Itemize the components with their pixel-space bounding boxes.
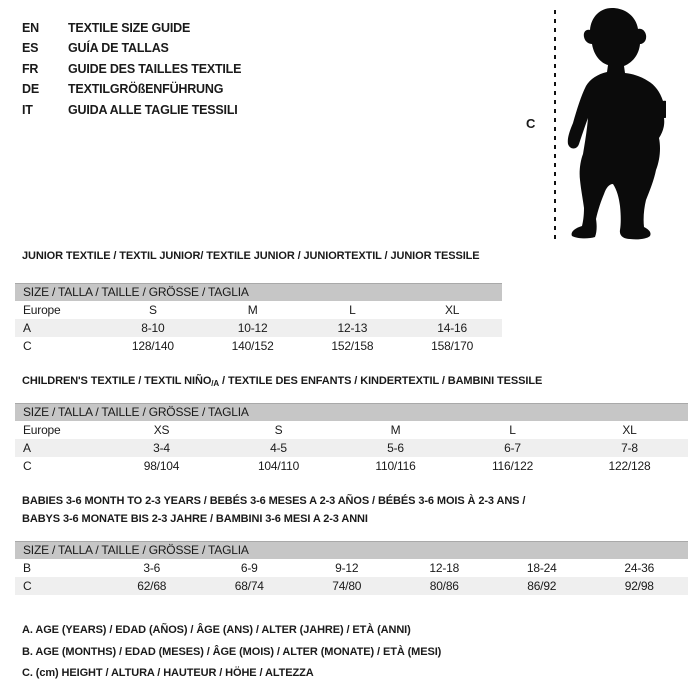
row-label: Europe	[23, 303, 61, 317]
size-cell: 110/116	[375, 459, 416, 473]
language-title-list	[22, 18, 241, 120]
legend-notes	[22, 620, 441, 685]
language-code: IT	[22, 102, 33, 117]
size-cell: 9-12	[335, 561, 359, 575]
language-title: TEXTILGRÖßENFÜHRUNG	[68, 82, 224, 97]
language-row-es	[22, 38, 241, 58]
size-cell: 6-9	[240, 561, 258, 575]
row-label: C	[23, 459, 32, 473]
row-label: A	[23, 441, 31, 455]
size-cell: 152/158	[331, 339, 374, 353]
size-header-bar: SIZE / TALLA / TAILLE / GRÖSSE / TAGLIA	[15, 403, 688, 421]
children-title-rest: / TEXTILE DES ENFANTS / KINDERTEXTIL / BAMBINI TESSILE	[219, 375, 543, 387]
language-code: ES	[22, 41, 39, 56]
table-row	[15, 577, 688, 595]
size-cell: 128/140	[131, 339, 174, 353]
size-cell: 3-4	[153, 441, 170, 455]
size-cell: 18-24	[526, 561, 557, 575]
note-age-years: A. AGE (YEARS) / EDAD (AÑOS) / ÂGE (ANS) / ALTER (JAHRE) / ETÀ (ANNI)	[22, 624, 411, 636]
language-title: GUIDE DES TAILLES TEXTILE	[68, 61, 242, 76]
language-row-fr	[22, 59, 241, 79]
babies-table-title	[22, 492, 525, 528]
table-row	[15, 301, 502, 319]
size-cell: 104/110	[257, 459, 300, 473]
row-label: B	[23, 561, 31, 575]
language-row-en	[22, 18, 241, 38]
size-cell: 140/152	[231, 339, 274, 353]
size-cell: 74/80	[332, 579, 362, 593]
size-cell: 158/170	[431, 339, 474, 353]
toddler-silhouette-icon	[562, 8, 666, 242]
size-cell: 6-7	[504, 441, 521, 455]
row-label: A	[23, 321, 31, 335]
note-age-months: B. AGE (MONTHS) / EDAD (MESES) / ÂGE (MOIS) / ALTER (MONATE) / ETÀ (MESI)	[22, 645, 442, 658]
table-row	[15, 439, 688, 457]
babies-title-line1: BABIES 3-6 MONTH TO 2-3 YEARS / BEBÉS 3-6 MESES A 2-3 AÑOS / BÉBÉS 3-6 MOIS À 2-3 ANS /	[22, 495, 526, 507]
table-row	[15, 421, 688, 439]
language-row-de	[22, 79, 241, 99]
height-marker-label: C	[526, 116, 536, 131]
size-cell: M	[390, 423, 401, 437]
language-title: TEXTILE SIZE GUIDE	[68, 21, 191, 35]
table-row	[15, 337, 502, 355]
babies-size-table	[15, 541, 688, 595]
table-row	[15, 319, 502, 337]
size-cell: 80/86	[429, 579, 459, 593]
size-cell: 12-13	[337, 321, 368, 335]
size-cell: M	[247, 303, 258, 317]
size-cell: 62/68	[137, 579, 167, 593]
size-cell: 14-16	[437, 321, 467, 335]
size-header-bar: SIZE / TALLA / TAILLE / GRÖSSE / TAGLIA	[15, 283, 502, 301]
row-label: C	[23, 579, 32, 593]
children-title-subscript: /A	[211, 379, 220, 388]
language-code: EN	[22, 21, 39, 35]
size-cell: XS	[153, 423, 170, 437]
size-cell: L	[349, 303, 356, 317]
size-cell: XL	[622, 423, 637, 437]
size-cell: 116/122	[491, 459, 534, 473]
size-cell: S	[274, 423, 283, 437]
size-cell: 8-10	[141, 321, 165, 335]
children-title-main: CHILDREN'S TEXTILE / TEXTIL NIÑO	[22, 375, 212, 387]
size-cell: 7-8	[621, 441, 638, 455]
size-cell: 92/98	[624, 579, 654, 593]
size-cell: XL	[444, 303, 460, 317]
note-height-cm: C. (cm) HEIGHT / ALTURA / HAUTEUR / HÖHE / ALTEZZA	[22, 667, 314, 679]
size-cell: S	[148, 303, 157, 317]
size-cell: 24-36	[624, 561, 655, 575]
size-cell: 3-6	[143, 561, 161, 575]
children-table-title	[22, 375, 542, 388]
children-size-table	[15, 403, 688, 475]
size-cell: 98/104	[143, 459, 180, 473]
language-code: FR	[22, 61, 39, 76]
size-header-bar: SIZE / TALLA / TAILLE / GRÖSSE / TAGLIA	[15, 541, 688, 559]
size-cell: 68/74	[234, 579, 264, 593]
language-title: GUÍA DE TALLAS	[68, 41, 169, 56]
babies-title-line2: BABYS 3-6 MONATE BIS 2-3 JAHRE / BAMBINI 3-6 MESI A 2-3 ANNI	[22, 513, 368, 525]
row-label: Europe	[23, 423, 61, 437]
junior-table-title: JUNIOR TEXTILE / TEXTIL JUNIOR/ TEXTILE JUNIOR / JUNIORTEXTIL / JUNIOR TESSILE	[22, 250, 480, 262]
size-cell: 4-5	[270, 441, 287, 455]
table-row	[15, 559, 688, 577]
height-dotted-line	[554, 10, 556, 243]
size-cell: 10-12	[237, 321, 268, 335]
language-title: GUIDA ALLE TAGLIE TESSILI	[68, 102, 238, 117]
row-label: C	[23, 339, 32, 353]
language-row-it	[22, 100, 241, 120]
size-cell: 122/128	[608, 459, 651, 473]
size-cell: 12-18	[429, 561, 460, 575]
language-code: DE	[22, 82, 39, 97]
size-cell: 86/92	[527, 579, 557, 593]
size-cell: L	[509, 423, 516, 437]
table-row	[15, 457, 688, 475]
junior-size-table	[15, 283, 502, 355]
size-cell: 5-6	[387, 441, 404, 455]
